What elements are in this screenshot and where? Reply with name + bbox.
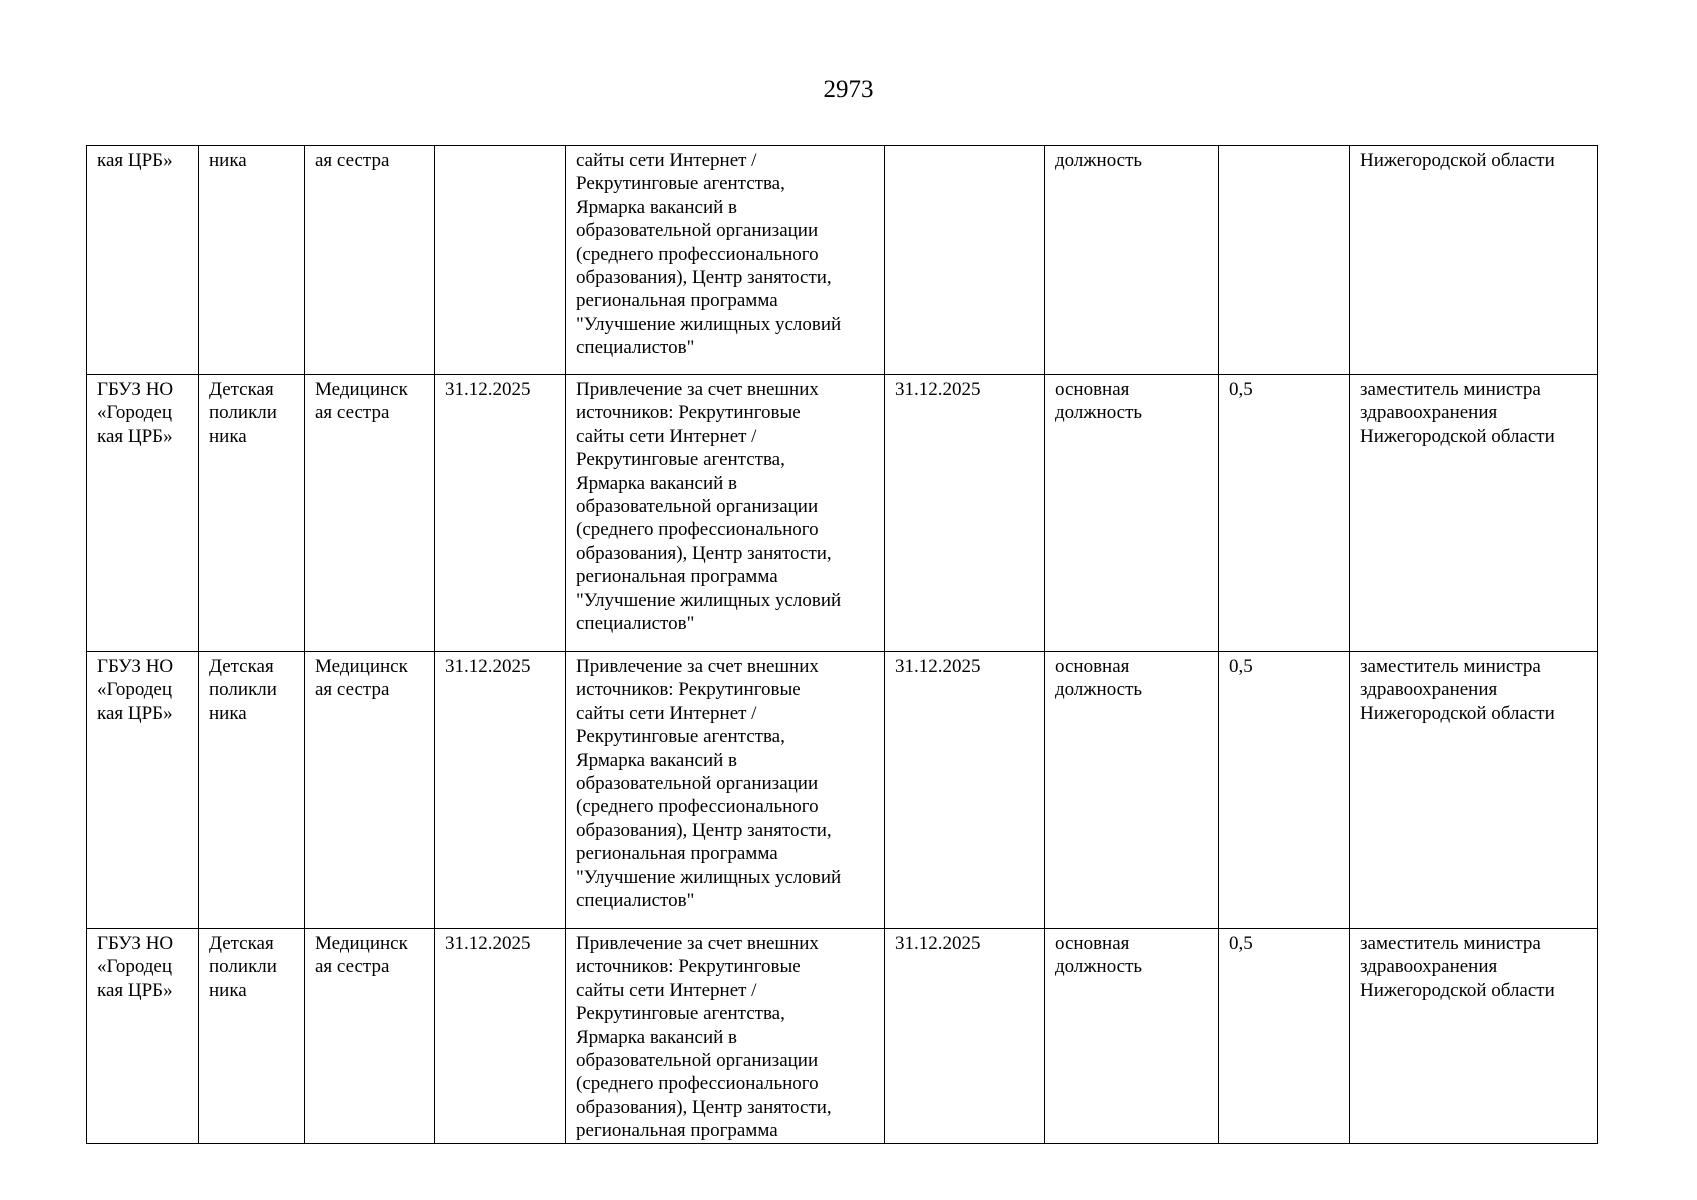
cell-text-line: Нижегородской области <box>1360 425 1555 447</box>
cell-text-line: Детская <box>209 656 274 677</box>
cell-organization <box>87 929 199 1144</box>
cell-text-line: сайты сети Интернет / <box>576 702 757 724</box>
cell-text-line: образовательной организации <box>576 496 819 518</box>
cell-method <box>566 375 885 652</box>
cell-rate <box>1219 146 1350 375</box>
cell-text-line: 31.12.2025 <box>895 933 981 954</box>
cell-text-line: сайты сети Интернет / <box>576 979 757 1001</box>
cell-text-line: ника <box>209 150 247 171</box>
cell-text-line: Рекрутинговые агентства, <box>576 726 785 748</box>
cell-text-line: Медицинск <box>315 933 408 954</box>
cell-rate <box>1219 652 1350 929</box>
cell-text-line: Детская <box>209 933 274 954</box>
table-row <box>87 929 1598 1144</box>
cell-text-line: Нижегородской области <box>1360 702 1555 724</box>
cell-text-line: (среднего профессионального <box>576 1073 819 1095</box>
cell-text-line: Нижегородской области <box>1360 979 1555 1001</box>
cell-text-line: источников: Рекрутинговые <box>576 956 801 978</box>
cell-text-line: Ярмарка вакансий в <box>576 1026 738 1048</box>
cell-text-line: "Улучшение жилищных условий <box>576 589 842 611</box>
cell-text-line: образовательной организации <box>576 773 819 795</box>
cell-text-line: Ярмарка вакансий в <box>576 749 738 771</box>
cell-text-line: региональная программа <box>576 290 778 312</box>
cell-text-line: основная <box>1055 656 1130 677</box>
cell-text-line: образовательной организации <box>576 1050 819 1072</box>
cell-text-line: кая ЦРБ» <box>97 150 173 171</box>
cell-unit <box>199 375 305 652</box>
cell-organization <box>87 146 199 375</box>
cell-text-line: заместитель министра <box>1360 933 1541 954</box>
cell-responsible <box>1350 146 1598 375</box>
cell-text-line: 31.12.2025 <box>895 379 981 400</box>
cell-responsible <box>1350 652 1598 929</box>
cell-text-line: здравоохранения <box>1360 679 1498 701</box>
cell-text-line: 0,5 <box>1229 656 1253 677</box>
cell-text-line: Рекрутинговые агентства, <box>576 449 785 471</box>
cell-text-line: ника <box>209 702 247 724</box>
cell-text-line: кая ЦРБ» <box>97 979 173 1001</box>
staffing-table <box>86 145 1598 1144</box>
cell-text-line: заместитель министра <box>1360 656 1541 677</box>
cell-text-line: ая сестра <box>315 150 390 171</box>
cell-text-line: кая ЦРБ» <box>97 425 173 447</box>
cell-text-line: должность <box>1055 150 1143 171</box>
cell-text-line: Привлечение за счет внешних <box>576 379 819 400</box>
cell-text-line: поликли <box>209 402 277 424</box>
cell-text-line: специалистов" <box>576 890 695 912</box>
cell-date <box>885 146 1045 375</box>
cell-text-line: ника <box>209 979 247 1001</box>
table-row <box>87 146 1598 375</box>
cell-text-line: «Городец <box>97 402 173 424</box>
cell-text-line: образования), Центр занятости, <box>576 819 832 841</box>
cell-responsible <box>1350 929 1598 1144</box>
table-row <box>87 652 1598 929</box>
cell-text-line: должность <box>1055 679 1143 701</box>
cell-text-line: региональная программа <box>576 1120 778 1142</box>
cell-text-line: ГБУЗ НО <box>97 933 174 954</box>
cell-text-line: 31.12.2025 <box>895 656 981 677</box>
cell-text-line: региональная программа <box>576 843 778 865</box>
cell-text-line: ая сестра <box>315 679 390 701</box>
cell-position-type <box>1045 652 1219 929</box>
cell-text-line: поликли <box>209 679 277 701</box>
cell-text-line: основная <box>1055 933 1130 954</box>
cell-text-line: 31.12.2025 <box>445 933 531 954</box>
cell-text-line: источников: Рекрутинговые <box>576 679 801 701</box>
page-number: 2973 <box>823 76 874 103</box>
cell-text-line: 0,5 <box>1229 379 1253 400</box>
cell-text-line: специалистов" <box>576 613 695 635</box>
cell-position <box>305 375 435 652</box>
cell-date <box>435 929 566 1144</box>
cell-text-line: источников: Рекрутинговые <box>576 402 801 424</box>
cell-text-line: Привлечение за счет внешних <box>576 656 819 677</box>
cell-date <box>435 375 566 652</box>
cell-text-line: ГБУЗ НО <box>97 656 174 677</box>
cell-text-line: образовательной организации <box>576 220 819 242</box>
cell-rate <box>1219 929 1350 1144</box>
cell-text-line: «Городец <box>97 956 173 978</box>
cell-unit <box>199 929 305 1144</box>
cell-text-line: должность <box>1055 956 1143 978</box>
cell-text-line: ГБУЗ НО <box>97 379 174 400</box>
cell-text-line: образования), Центр занятости, <box>576 1096 832 1118</box>
cell-unit <box>199 146 305 375</box>
cell-position <box>305 146 435 375</box>
cell-text-line: Ярмарка вакансий в <box>576 196 738 218</box>
cell-text-line: Детская <box>209 379 274 400</box>
cell-text-line: специалистов" <box>576 337 695 359</box>
cell-text-line: поликли <box>209 956 277 978</box>
cell-text-line: региональная программа <box>576 566 778 588</box>
cell-unit <box>199 652 305 929</box>
cell-rate <box>1219 375 1350 652</box>
cell-text-line: Привлечение за счет внешних <box>576 933 819 954</box>
cell-text-line: (среднего профессионального <box>576 519 819 541</box>
cell-text-line: кая ЦРБ» <box>97 702 173 724</box>
cell-text-line: Рекрутинговые агентства, <box>576 1003 785 1025</box>
cell-text-line: образования), Центр занятости, <box>576 542 832 564</box>
cell-text-line: Медицинск <box>315 379 408 400</box>
cell-position <box>305 652 435 929</box>
cell-method <box>566 652 885 929</box>
cell-text-line: здравоохранения <box>1360 402 1498 424</box>
cell-text-line: образования), Центр занятости, <box>576 267 832 289</box>
cell-date <box>885 929 1045 1144</box>
cell-method <box>566 929 885 1144</box>
cell-text-line: "Улучшение жилищных условий <box>576 313 842 335</box>
cell-text-line: основная <box>1055 379 1130 400</box>
cell-text-line: Ярмарка вакансий в <box>576 472 738 494</box>
cell-position-type <box>1045 929 1219 1144</box>
cell-organization <box>87 375 199 652</box>
cell-text-line: (среднего профессионального <box>576 796 819 818</box>
cell-date <box>435 652 566 929</box>
cell-text-line: ая сестра <box>315 956 390 978</box>
cell-text-line: Рекрутинговые агентства, <box>576 173 785 195</box>
cell-method <box>566 146 885 375</box>
cell-text-line: "Улучшение жилищных условий <box>576 866 842 888</box>
table-row <box>87 375 1598 652</box>
cell-position <box>305 929 435 1144</box>
cell-text-line: 0,5 <box>1229 933 1253 954</box>
cell-date <box>885 375 1045 652</box>
cell-date <box>885 652 1045 929</box>
cell-date <box>435 146 566 375</box>
cell-text-line: Медицинск <box>315 656 408 677</box>
cell-text-line: заместитель министра <box>1360 379 1541 400</box>
cell-organization <box>87 652 199 929</box>
cell-text-line: здравоохранения <box>1360 956 1498 978</box>
cell-text-line: ая сестра <box>315 402 390 424</box>
cell-position-type <box>1045 146 1219 375</box>
cell-text-line: ника <box>209 425 247 447</box>
cell-text-line: 31.12.2025 <box>445 379 531 400</box>
cell-text-line: 31.12.2025 <box>445 656 531 677</box>
cell-text-line: Нижегородской области <box>1360 150 1555 171</box>
cell-text-line: должность <box>1055 402 1143 424</box>
cell-responsible <box>1350 375 1598 652</box>
cell-position-type <box>1045 375 1219 652</box>
cell-text-line: (среднего профессионального <box>576 243 819 265</box>
cell-text-line: сайты сети Интернет / <box>576 425 757 447</box>
cell-text-line: сайты сети Интернет / <box>576 150 757 171</box>
cell-text-line: «Городец <box>97 679 173 701</box>
